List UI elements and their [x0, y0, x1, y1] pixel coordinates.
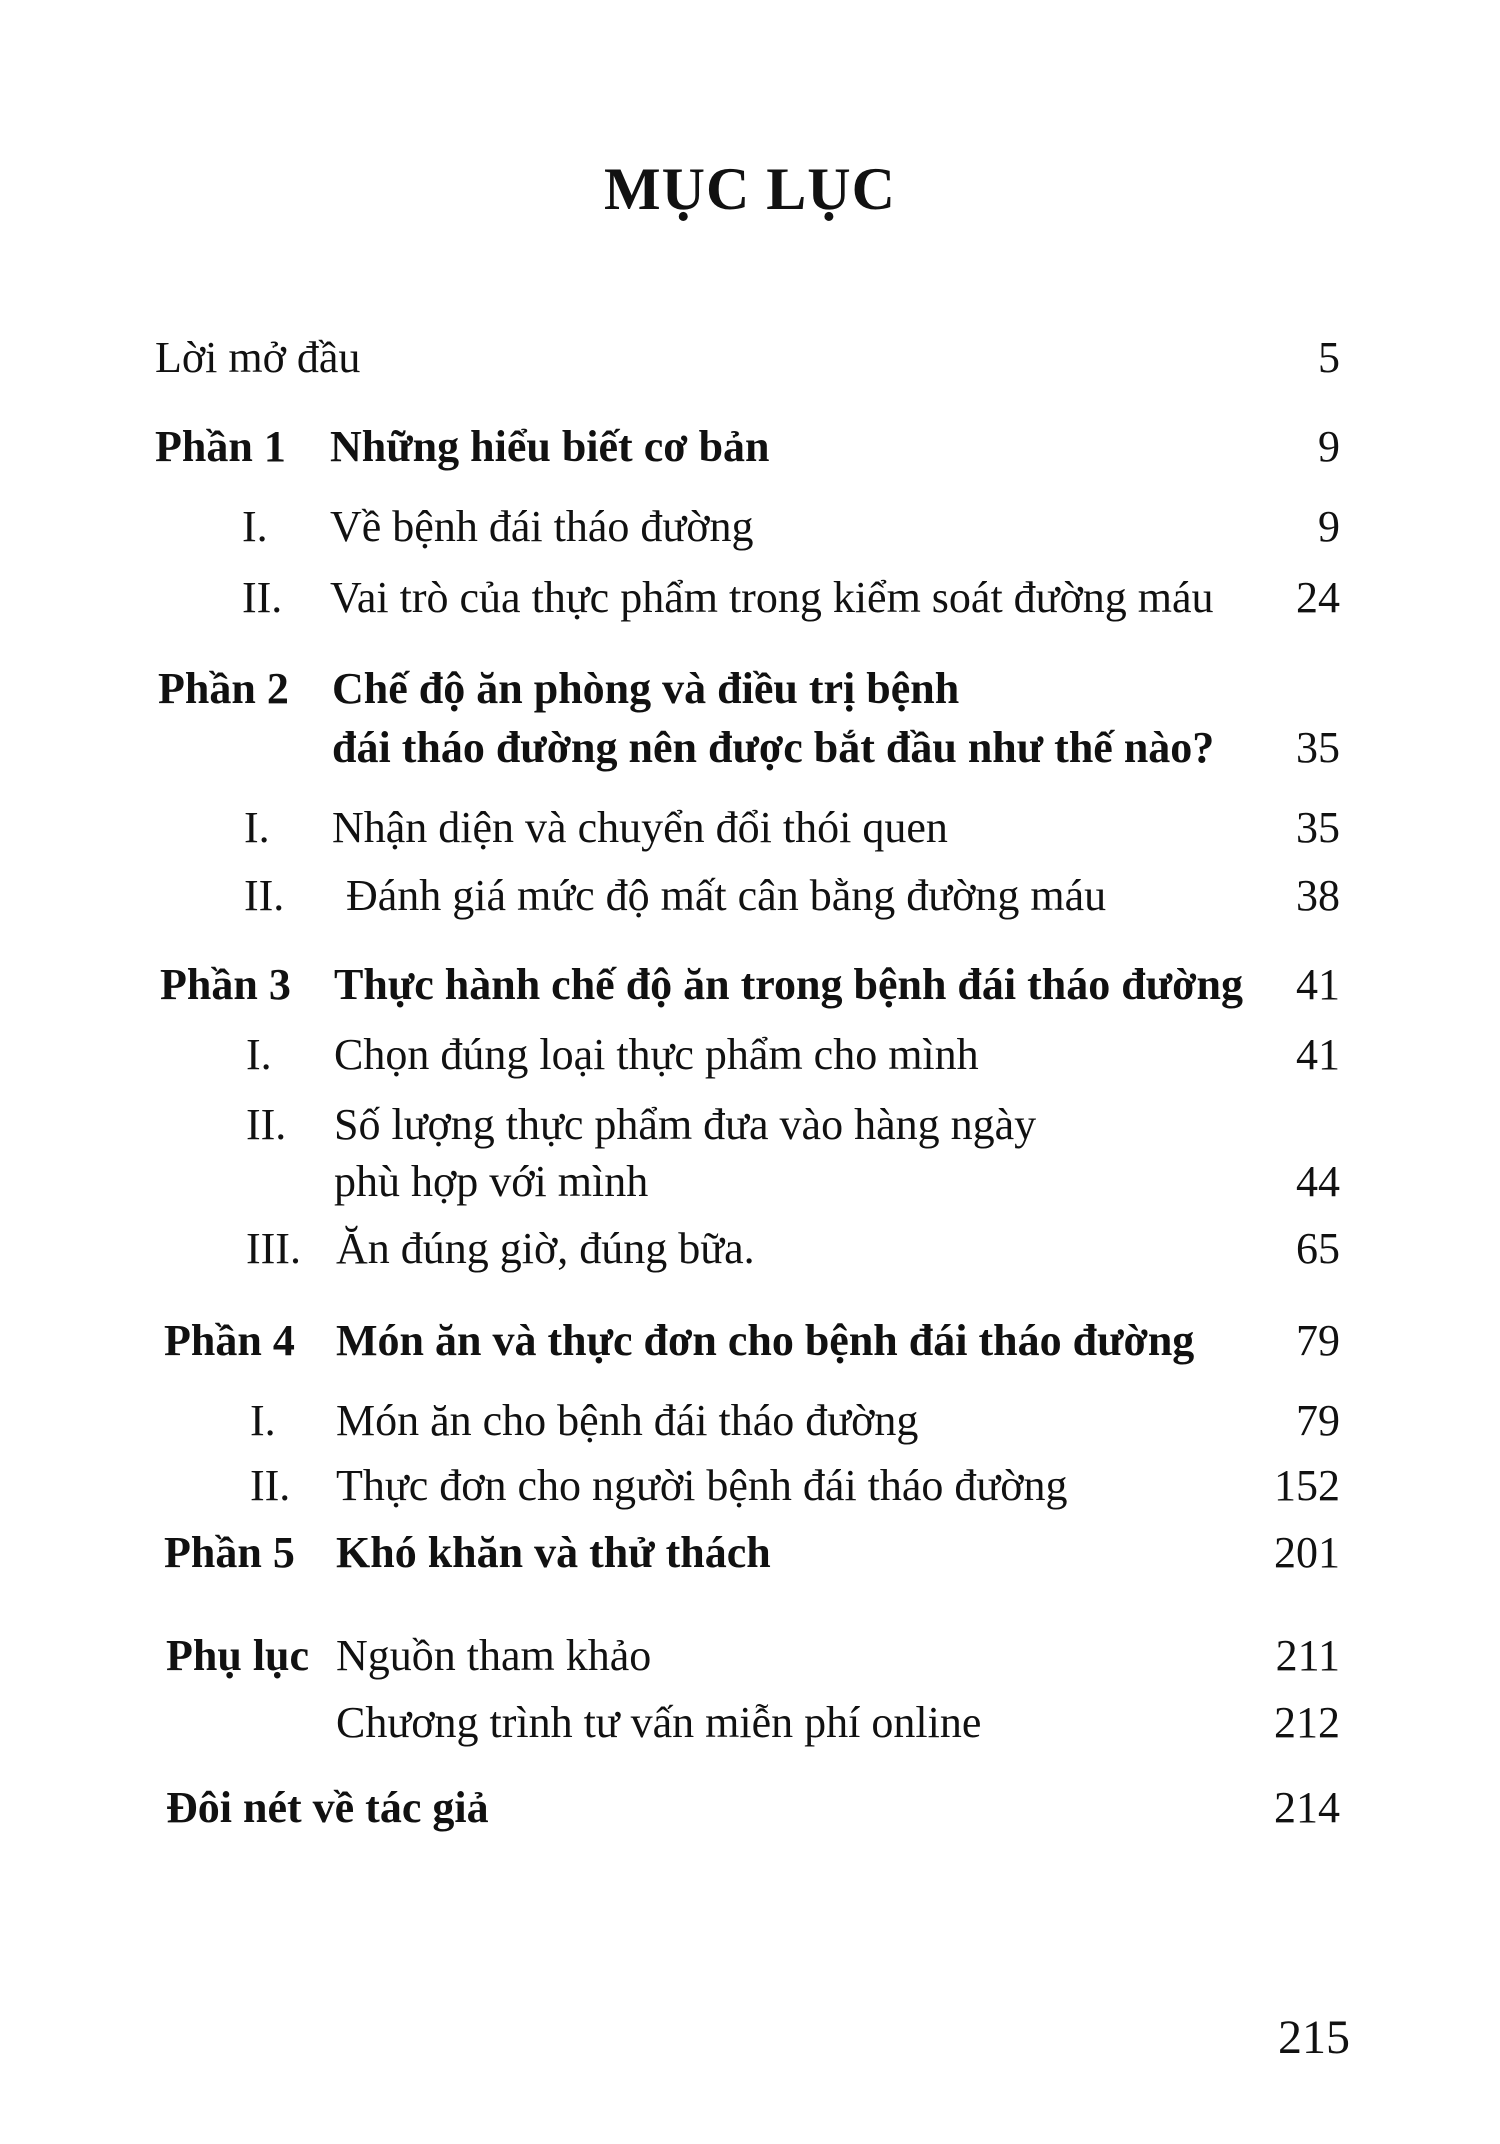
entry-text: Chế độ ăn phòng và điều trị bệnh: [332, 664, 960, 713]
entry-text: Món ăn cho bệnh đái tháo đường: [336, 1396, 919, 1445]
page-number: 215: [1278, 2011, 1350, 2064]
entry-page: 44: [1296, 1157, 1340, 1206]
entry-page: 214: [1274, 1783, 1340, 1832]
section-label: I.: [250, 1396, 276, 1445]
entry-page: 211: [1275, 1631, 1340, 1680]
entry-page: 79: [1296, 1396, 1340, 1445]
entry-text: Nguồn tham khảo: [336, 1631, 652, 1680]
entry-page: 35: [1296, 723, 1340, 772]
part-label: Phụ lục: [166, 1631, 310, 1680]
section-label: II.: [250, 1461, 291, 1510]
section-label: II.: [244, 871, 285, 920]
entry-text: Đánh giá mức độ mất cân bằng đường máu: [346, 871, 1107, 920]
entry-page: 65: [1296, 1224, 1340, 1273]
entry-page: 41: [1296, 1030, 1340, 1079]
entry-text: Chọn đúng loại thực phẩm cho mình: [334, 1030, 979, 1079]
entry-page: 9: [1318, 502, 1340, 551]
entry-text: Những hiểu biết cơ bản: [330, 422, 770, 471]
entry-text: Số lượng thực phẩm đưa vào hàng ngày: [334, 1100, 1037, 1149]
entry-page: 201: [1274, 1528, 1340, 1577]
part-label: Phần 2: [158, 664, 289, 713]
entry-page: 212: [1274, 1698, 1340, 1747]
entry-text: Thực đơn cho người bệnh đái tháo đường: [336, 1461, 1068, 1510]
entry-page: 24: [1296, 573, 1340, 622]
entry-page: 152: [1274, 1461, 1340, 1510]
section-label: I.: [246, 1030, 272, 1079]
part-label: Phần 4: [164, 1316, 295, 1365]
entry-page: 9: [1318, 422, 1340, 471]
entry-text: Thực hành chế độ ăn trong bệnh đái tháo đường: [334, 960, 1243, 1009]
entry-text: đái tháo đường nên được bắt đầu như thế nào?: [332, 723, 1215, 772]
entry-text: Nhận diện và chuyển đổi thói quen: [332, 803, 948, 852]
entry-text: Ăn đúng giờ, đúng bữa.: [336, 1224, 755, 1273]
entry-text: phù hợp với mình: [334, 1157, 649, 1206]
entry-text: Món ăn và thực đơn cho bệnh đái tháo đường: [336, 1316, 1195, 1365]
entry-page: 41: [1296, 960, 1340, 1009]
entry-text: Khó khăn và thử thách: [336, 1528, 771, 1577]
entry-page: 79: [1296, 1316, 1340, 1365]
section-label: III.: [246, 1224, 301, 1273]
section-label: I.: [242, 502, 268, 551]
entry-page: 35: [1296, 803, 1340, 852]
entry-page: 5: [1318, 333, 1340, 382]
part-label: Phần 5: [164, 1528, 295, 1577]
entry-text: Vai trò của thực phẩm trong kiểm soát đường máu: [330, 573, 1214, 622]
section-label: II.: [242, 573, 283, 622]
section-label: II.: [246, 1100, 287, 1149]
entry-text: Lời mở đầu: [155, 333, 361, 382]
entry-text: Về bệnh đái tháo đường: [330, 502, 754, 551]
entry-text: Đôi nét về tác giả: [166, 1783, 489, 1832]
entry-text: Chương trình tư vấn miễn phí online: [336, 1698, 982, 1747]
page-title: MỤC LỤC: [604, 156, 896, 222]
part-label: Phần 3: [160, 960, 291, 1009]
section-label: I.: [244, 803, 270, 852]
part-label: Phần 1: [155, 422, 286, 471]
entry-page: 38: [1296, 871, 1340, 920]
